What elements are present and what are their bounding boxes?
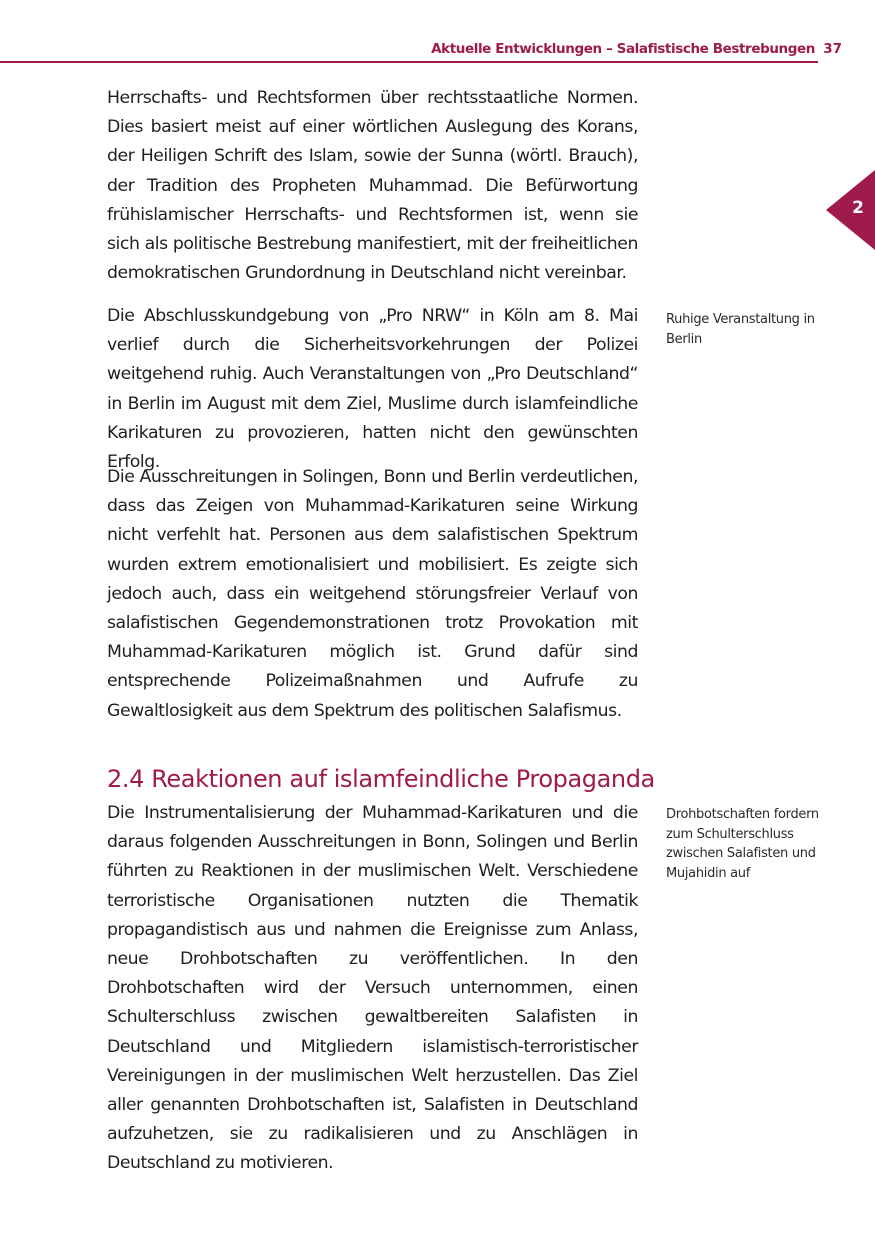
margin-note-1: Ruhige Veranstaltung in Berlin (666, 312, 815, 347)
body-paragraph-1: Herrschafts- und Rechtsformen über rechtsstaatliche Normen. Dies basiert meist auf einer wörtlichen Auslegung des Korans, der Heiligen Schrift des Islam, sowie der Sunna (wörtl. Brauch), der Tradition des Propheten Muhammad. Die Befürwortung frühislamischer Herrschafts- und Rechtsformen ist, wenn sie sich als politische Bestrebung manifestiert, mit der freiheitlichen demokratischen Grundordnung in Deutschland nicht vereinbar. (107, 88, 638, 284)
body-paragraph-4: Die Instrumentalisierung der Muhammad-Karikaturen und die daraus folgenden Ausschreitungen in Bonn, Solingen und Berlin führten zu Reaktionen in der muslimischen Welt. Verschiedene terroristische Organisationen nutzten die Thematik propagandistisch aus und nahmen die Ereignisse zum Anlass, neue Drohbotschaften zu veröffentlichen. In den Drohbotschaften wird der Versuch unternommen, einen Schulterschluss zwischen gewaltbereiten Salafisten in Deutschland und Mitgliedern islamistisch-terroristischer Vereinigungen in der muslimischen Welt herzustellen. Das Ziel aller genannten Drohbotschaften ist, Salafisten in Deutschland aufzuhetzen, sie zu radikalisieren und zu Anschlägen in Deutschland zu motivieren. (107, 803, 638, 1174)
margin-note-2: Drohbotschaften fordern zum Schulterschluss zwischen Salafisten und Mujahidin auf (666, 807, 819, 881)
chapter-number: 2 (852, 198, 864, 218)
header-rule (0, 61, 818, 63)
running-header-title: Aktuelle Entwicklungen – Salafistische Bestrebungen (431, 41, 815, 57)
body-paragraph-2: Die Abschlusskundgebung von „Pro NRW“ in Köln am 8. Mai verlief durch die Sicherheitsvorkehrungen der Polizei weitgehend ruhig. Auch Veranstaltungen von „Pro Deutschland“ in Berlin im August mit dem Ziel, Muslime durch islamfeindliche Karikaturen zu provozieren, hatten nicht den gewünschten Erfolg. (107, 306, 638, 473)
section-heading: 2.4 Reaktionen auf islamfeindliche Propaganda (107, 765, 655, 793)
body-paragraph-3: Die Ausschreitungen in Solingen, Bonn und Berlin verdeutlichen, dass das Zeigen von Muhammad-Karikaturen seine Wirkung nicht verfehlt hat. Personen aus dem salafistischen Spektrum wurden extrem emotionalisiert und mobilisiert. Es zeigte sich jedoch auch, dass ein weitgehend störungsfreier Verlauf von salafistischen Gegendemonstrationen trotz Provokation mit Muhammad-Karikaturen möglich ist. Grund dafür sind entsprechende Polizeimaßnahmen und Aufrufe zu Gewaltlosigkeit aus dem Spektrum des politischen Salafismus. (107, 467, 638, 721)
page-number: 37 (823, 41, 842, 57)
